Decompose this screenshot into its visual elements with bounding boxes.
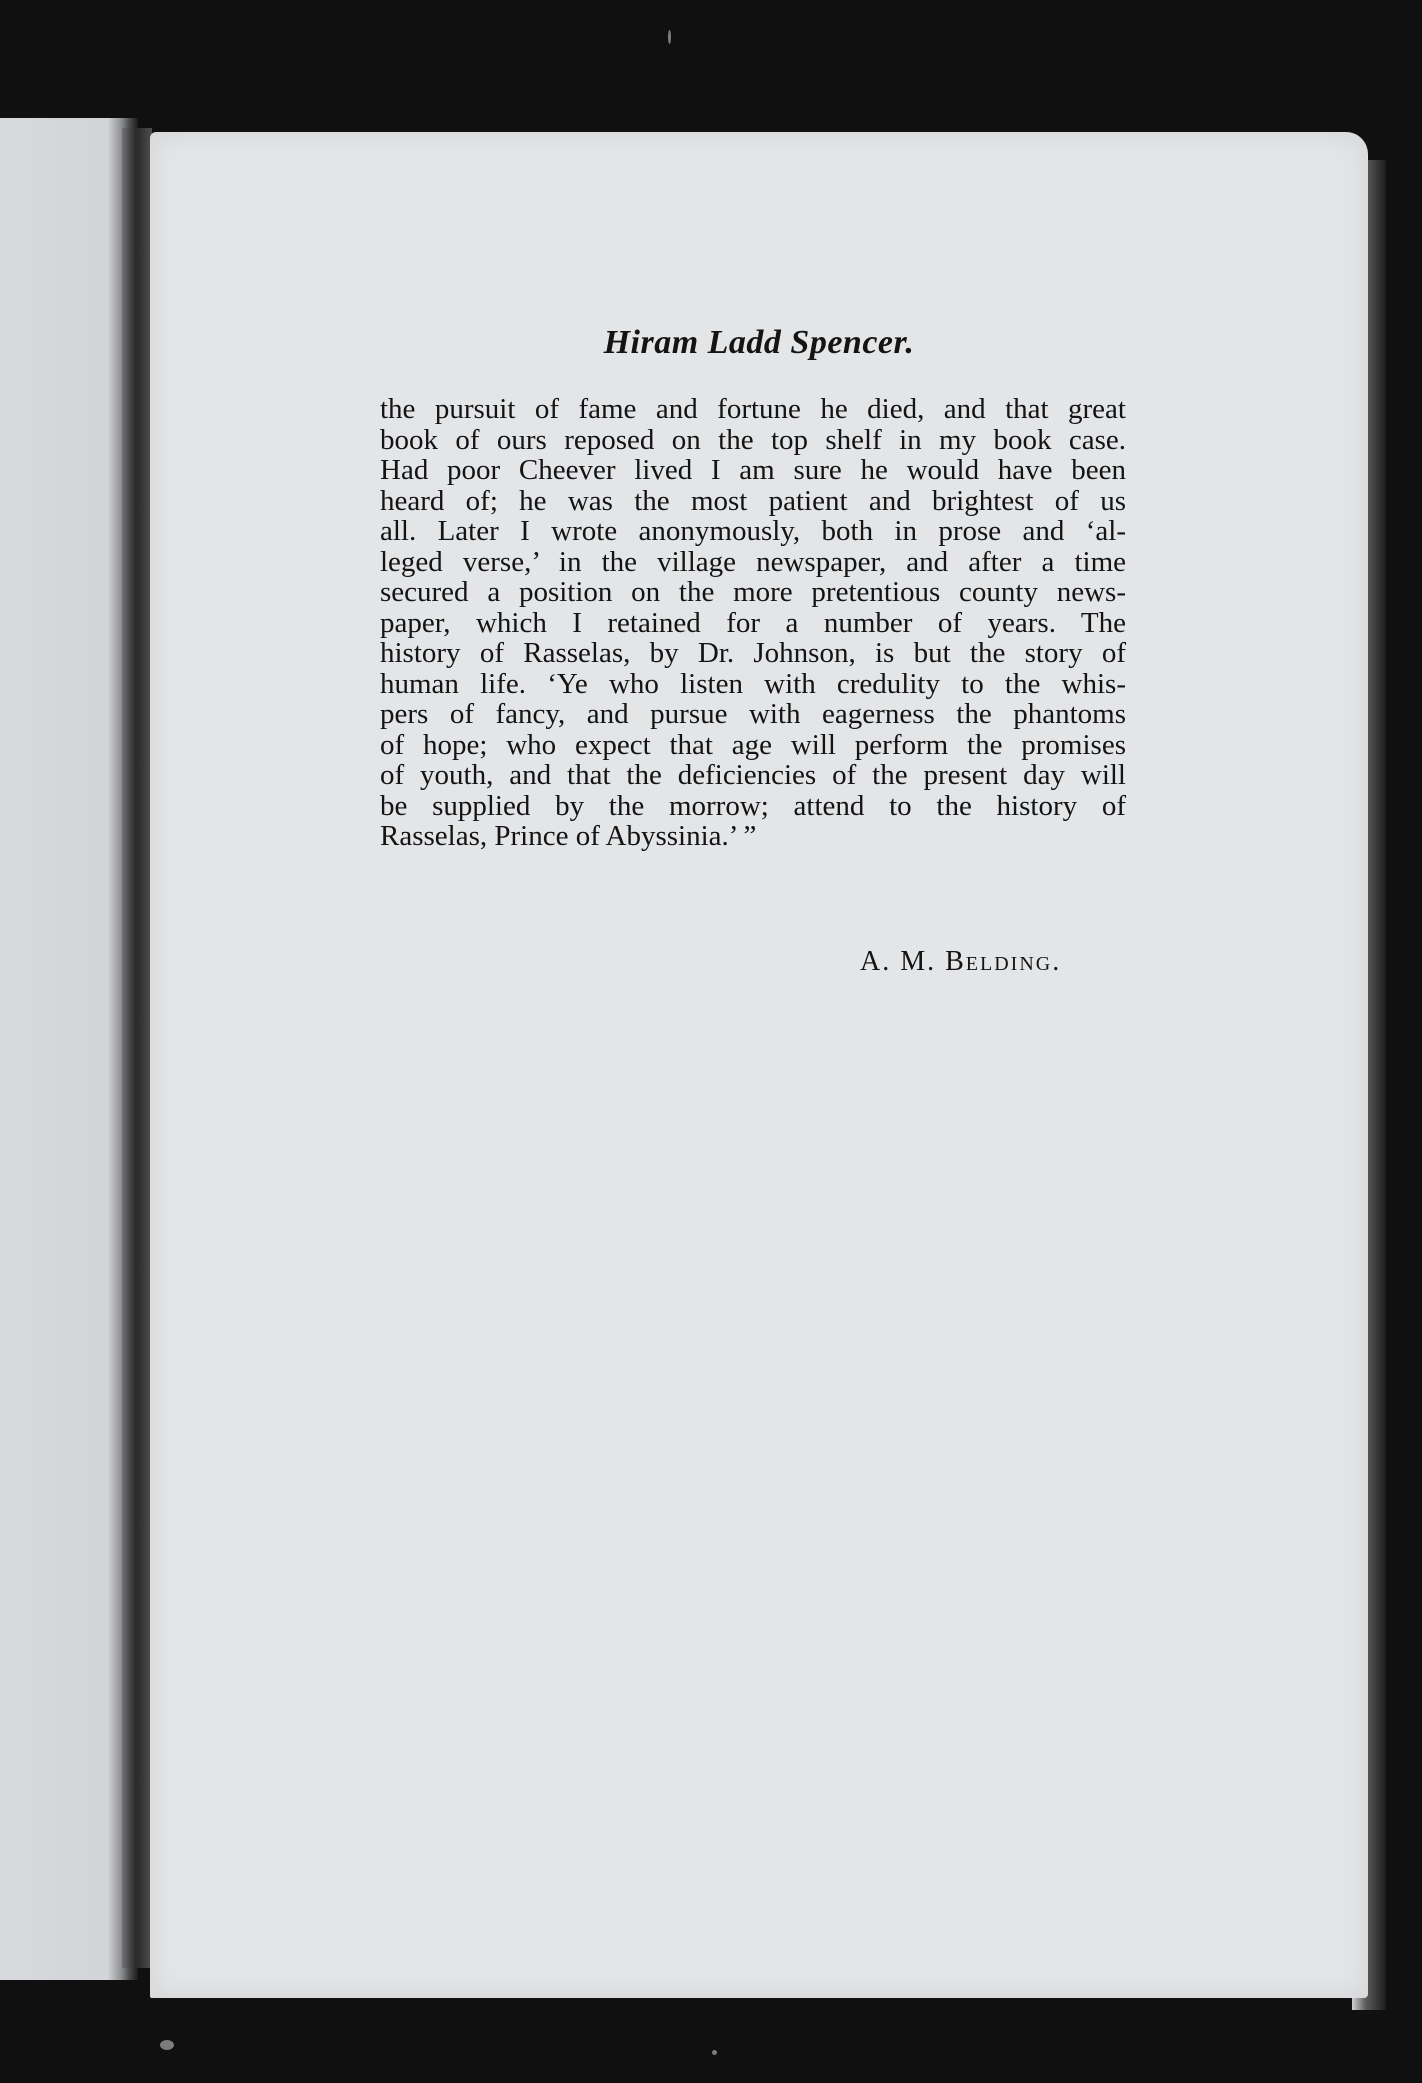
facing-page-edge: [0, 118, 138, 1980]
scan-speck: [668, 30, 671, 44]
signature-text: A. M. Belding.: [860, 946, 1062, 977]
text-line: paper, which I retained for a number of years. The: [380, 606, 1126, 639]
book-page: [150, 132, 1368, 1998]
text-line: of hope; who expect that age will perform the promises: [380, 728, 1126, 761]
text-line: of youth, and that the deficiencies of the present day will: [380, 759, 1126, 791]
scan-speck: [712, 2050, 717, 2055]
text-line: be supplied by the morrow; attend to the history of: [380, 789, 1126, 822]
book-gutter: [122, 128, 152, 1968]
text-line: history of Rasselas, by Dr. Johnson, is but the story of: [380, 637, 1126, 669]
text-line: leged verse,’ in the village newspaper, and after a time: [380, 545, 1126, 578]
text-line: secured a position on the more pretentious county news-: [380, 576, 1126, 608]
text-line: human life. ‘Ye who listen with credulity to the whis-: [380, 667, 1126, 700]
text-line: all. Later I wrote anonymously, both in prose and ‘al-: [380, 515, 1126, 547]
text-line: Rasselas, Prince of Abyssinia.’ ”: [380, 820, 757, 852]
author-signature: [860, 946, 1061, 978]
text-line: book of ours reposed on the top shelf in my book case.: [380, 423, 1126, 456]
scan-speck: [160, 2040, 174, 2050]
text-line: Had poor Cheever lived I am sure he would have been: [380, 454, 1126, 486]
text-line: heard of; he was the most patient and brightest of us: [380, 484, 1126, 517]
body-paragraph: [380, 394, 1126, 852]
text-line: the pursuit of fame and fortune he died, and that great: [380, 393, 1126, 425]
text-line: pers of fancy, and pursue with eagerness the phantoms: [380, 698, 1126, 730]
running-head: Hiram Ladd Spencer.: [603, 324, 915, 361]
